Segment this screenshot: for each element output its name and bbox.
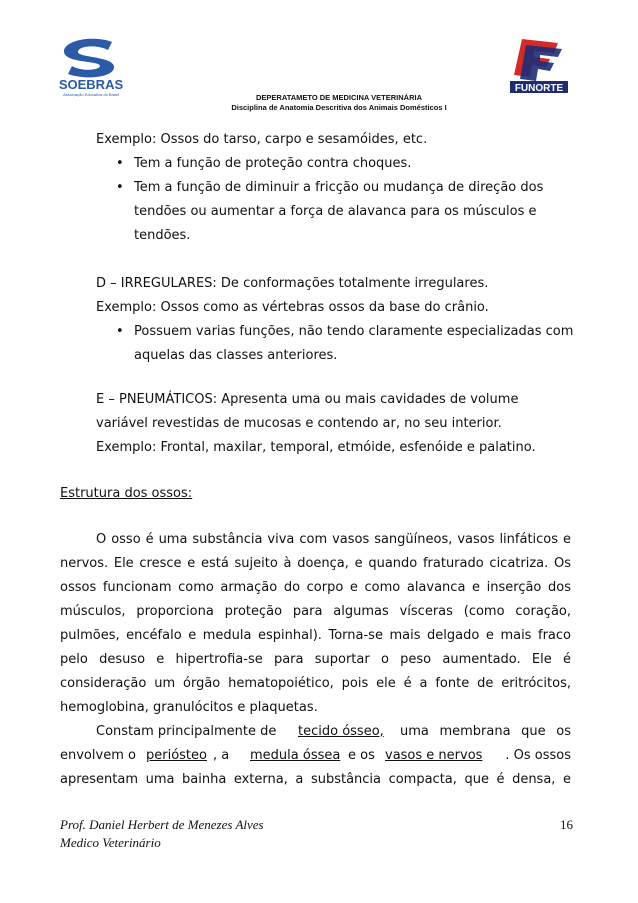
soebras-wordmark: SOEBRAS [58,77,124,92]
paragraph-line: pelo desuso e hipertrofia-se para suportar o peso aumentado. Ele é [60,652,571,667]
p2-term-tecido-osseo: tecido ósseo, [298,724,384,739]
irregular-example: Exemplo: Ossos como as vértebras ossos da base do crânio. [96,300,489,315]
bullet-icon: • [116,180,124,195]
soebras-emblem-icon [54,34,128,98]
paragraph-line: hemoglobina, granulócitos e plaquetas. [60,700,318,715]
pneumatic-description: variável revestidas de mucosas e contendo ar, no seu interior. [96,416,502,431]
example-tarso: Exemplo: Ossos do tarso, carpo e sesamóides, etc. [96,132,428,147]
p2-line2-a: envolvem o [60,748,136,763]
funorte-wordmark: FUNORTE [514,83,564,94]
p2-line1-b: uma membrana que os [400,724,571,739]
page-number: 16 [560,817,573,832]
pneumatic-example: Exemplo: Frontal, maxilar, temporal, etmóide, esfenóide e palatino. [96,440,536,455]
bullet-icon: • [116,156,124,171]
bullet-friction-line3: tendões. [134,228,191,243]
p2-line2-b: , a [213,748,230,763]
footer-title: Medico Veterinário [60,835,161,850]
header-department: DEPERATAMETO DE MEDICINA VETERINÁRIA [256,93,422,102]
header-discipline: Disciplina de Anatomia Descritiva dos Animais Domésticos I [231,103,447,112]
footer-author: Prof. Daniel Herbert de Menezes Alves [60,817,264,832]
p2-term-medula-ossea: medula óssea [250,748,341,763]
irregular-bullet-line1: Possuem varias funções, não tendo claramente especializadas com [134,324,574,339]
p2-line2-d: . Os ossos [505,748,571,763]
bullet-protection: Tem a função de proteção contra choques. [134,156,412,171]
paragraph-line: músculos, proporciona proteção para algumas vísceras (como coração, [60,604,571,619]
paragraph-line: consideração um órgão hematopoiético, pois ele é a fonte de eritrócitos, [60,676,571,691]
paragraph-line: ossos funcionam como armação do corpo e como alavanca e inserção dos [60,580,571,595]
irregular-bullet-line2: aquelas das classes anteriores. [134,348,338,363]
bullet-friction-line1: Tem a função de diminuir a fricção ou mudança de direção dos [134,180,544,195]
funorte-emblem-icon [500,37,576,95]
p2-line1-a: Constam principalmente de [96,724,277,739]
pneumatic-title: E – PNEUMÁTICOS: Apresenta uma ou mais cavidades de volume [96,392,519,407]
soebras-logo [54,34,128,98]
bullet-friction-line2: tendões ou aumentar a força de alavanca para os músculos e [134,204,537,219]
irregular-title: D – IRREGULARES: De conformações totalmente irregulares. [96,276,489,291]
paragraph-line: pulmões, encéfalo e medula espinhal). Torna-se mais delgado e mais fraco [60,628,571,643]
p2-term-vasos-nervos: vasos e nervos [385,748,483,763]
p2-line2-c: e os [348,748,375,763]
paragraph-line: apresentam uma bainha externa, a substância compacta, que é densa, e [60,772,571,787]
paragraph-line: O osso é uma substância viva com vasos sangüíneos, vasos linfáticos e [96,532,571,547]
funorte-logo [500,37,576,95]
paragraph-line: nervos. Ele cresce e está sujeito à doença, e quando fraturado cicatriza. Os [60,556,571,571]
p2-term-periosteo: periósteo [146,748,207,763]
section-title: Estrutura dos ossos: [60,486,193,501]
bullet-icon: • [116,324,124,339]
soebras-tagline: Associação Educativa do Brasil [63,92,119,97]
